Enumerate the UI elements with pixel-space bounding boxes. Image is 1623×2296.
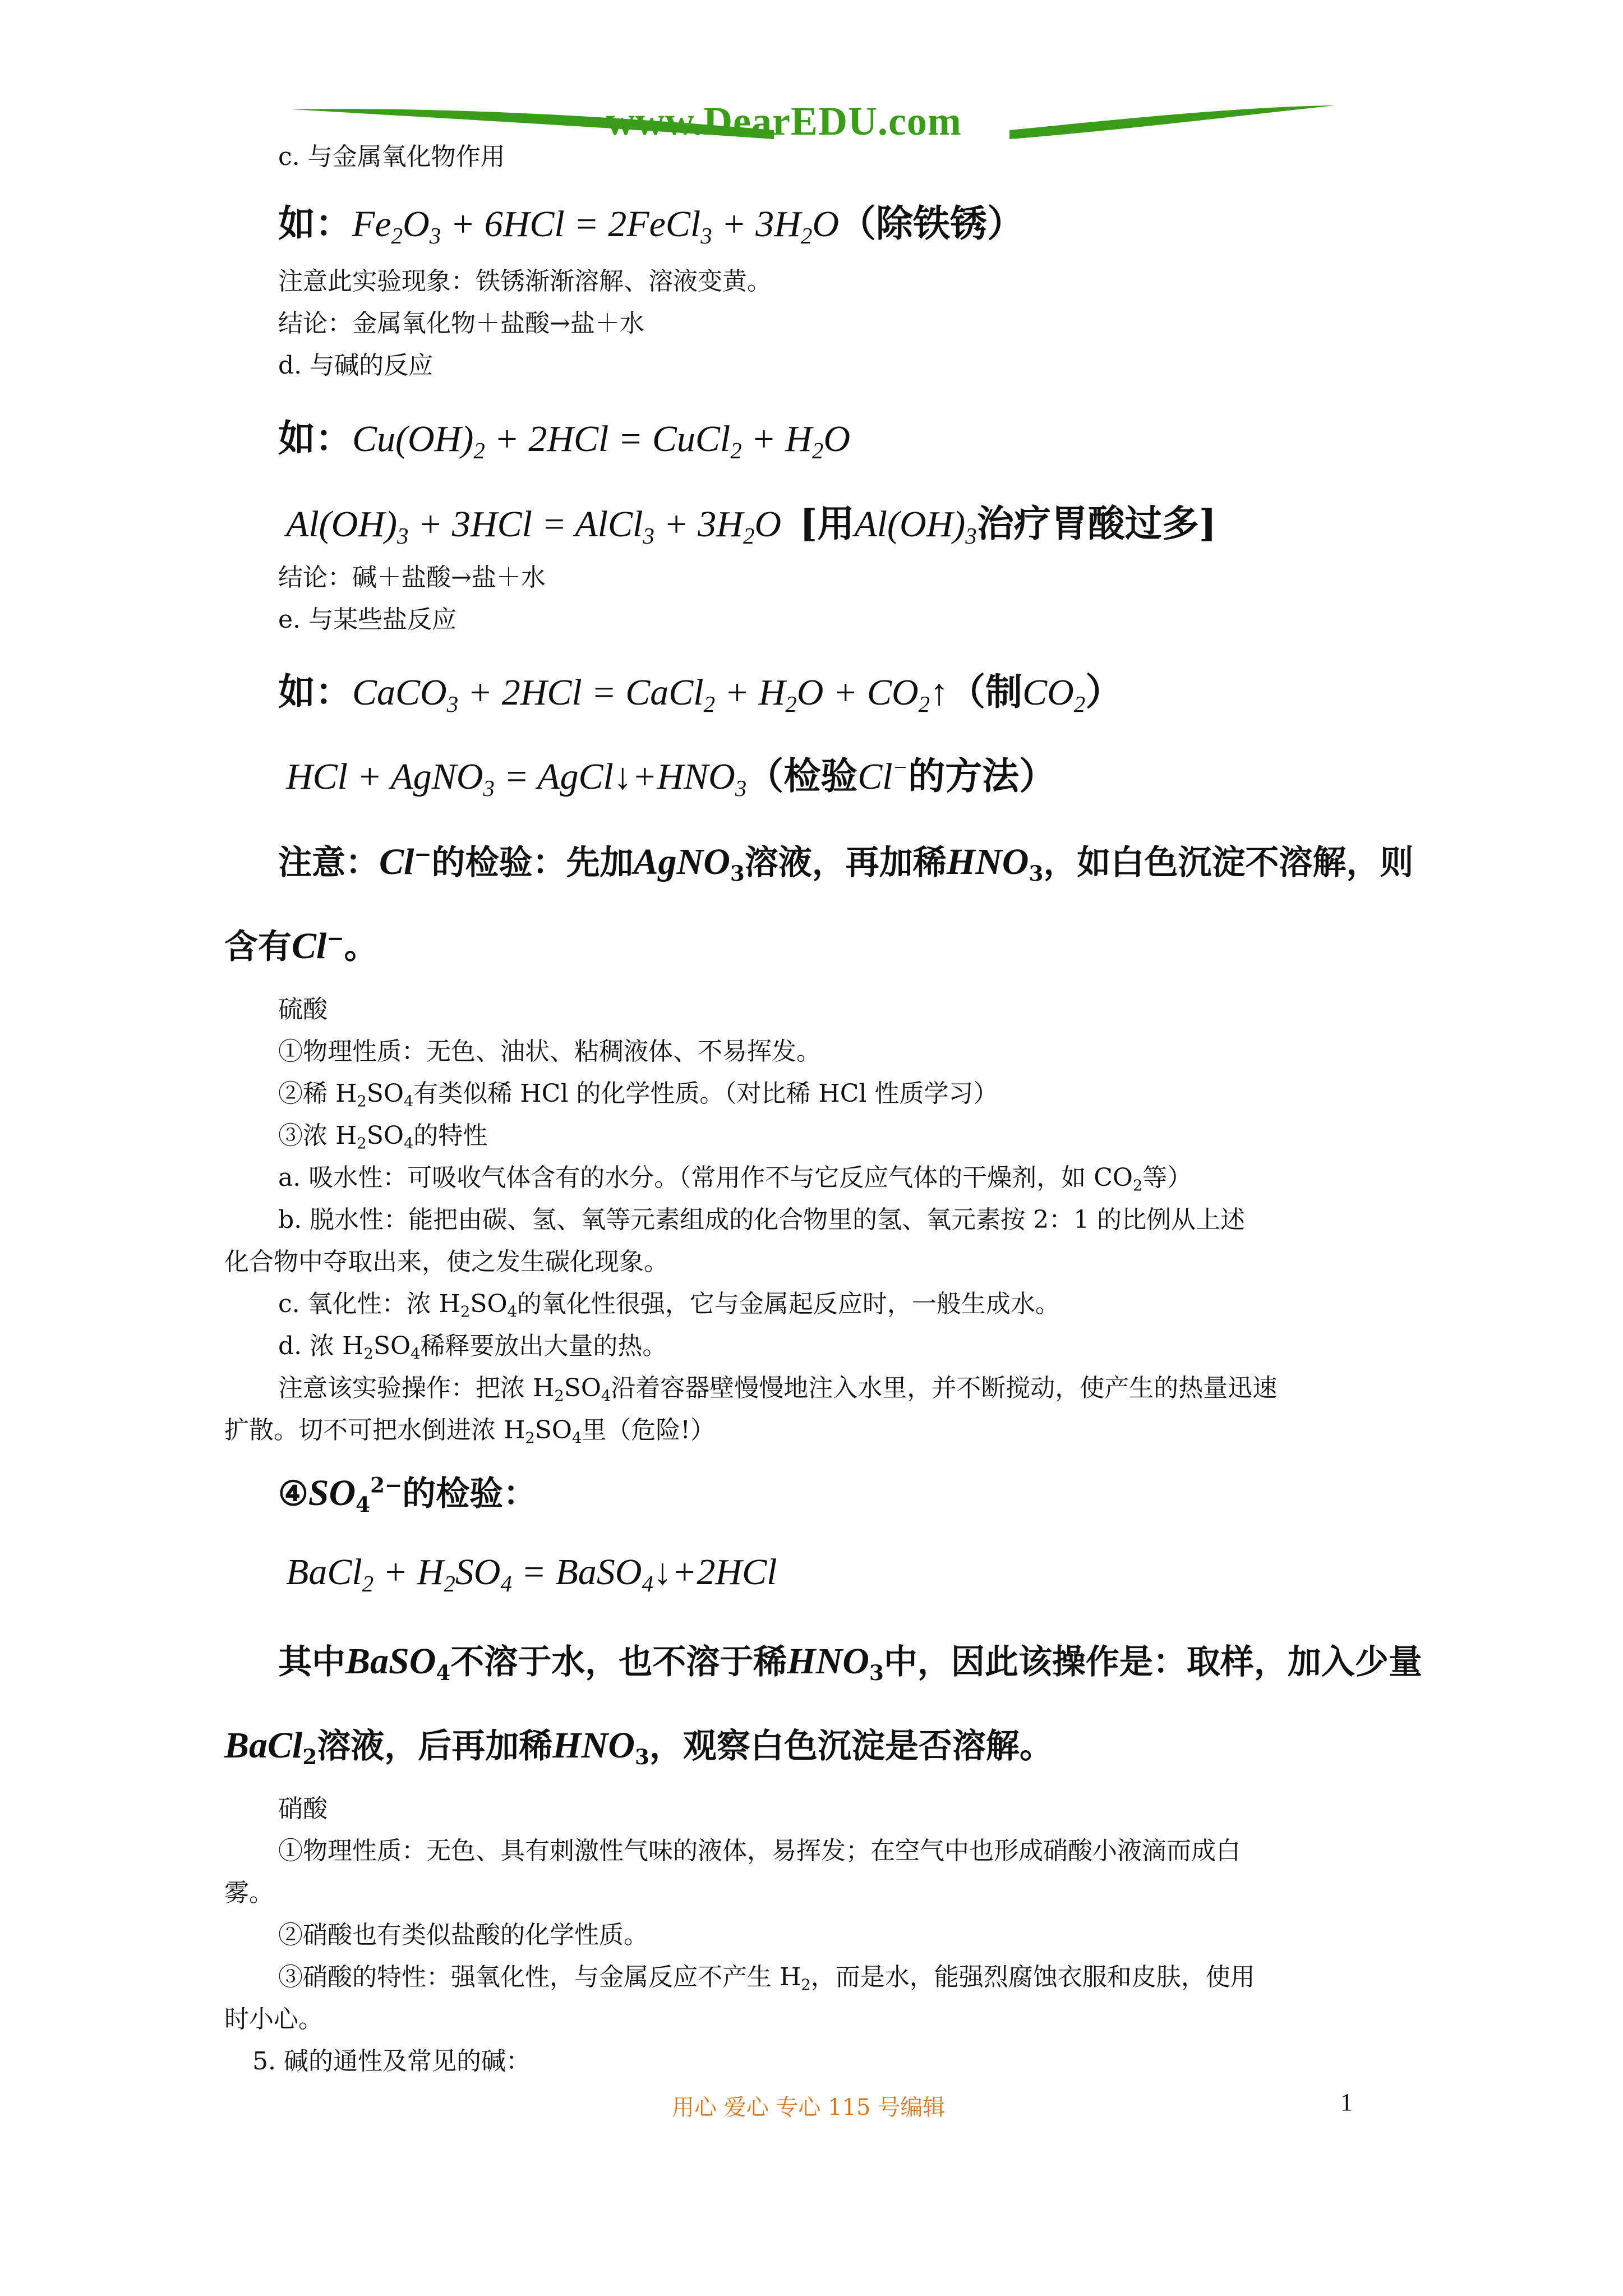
equation-bacl2: BaCl$_2$ + $H_2SO_4$ = BaSO$_4$↓+2HCl (286, 1552, 777, 1597)
text-line: 化合物中夺取出来，使之发生碳化现象。 (224, 1248, 668, 1276)
equation-fe2o3: 如：$Fe_2O_3 + 6HCl$ = 2FeCl$_3$ + $3H_2O$（除铁锈） (278, 201, 1025, 249)
heading-sulfate-test: $④SO_4^{2-}$的检验： (278, 1473, 537, 1517)
site-logo: www.DearEDU.com (606, 99, 962, 144)
section-c-title: c. 与金属氧化物作用 (278, 142, 505, 171)
footer-text: 用心 爱心 专心 115 号编辑 (672, 2095, 946, 2120)
page-number: 1 (1340, 2088, 1353, 2116)
note-chloride-test: 注意：Cl−的检验：先加AgNO$_3$溶液，再加稀$HNO_3$，如白色沉淀不溶解，则 (278, 841, 1414, 886)
text-line: 雾。 (224, 1879, 274, 1907)
text-line: a. 吸水性：可吸收气体含有的水分。（常用作不与它反应气体的干燥剂，如 $CO_2$等） (278, 1163, 1192, 1195)
equation-agno3: HCl + AgNO$_3$ = $AgCl↓+HNO_3$（检验Cl−的方法） (286, 754, 1057, 802)
text-line: ①物理性质：无色、油状、粘稠液体、不易挥发。 (278, 1037, 821, 1066)
text-line: 时小心。 (224, 2005, 323, 2033)
text-line: 扩散。切不可把水倒进浓 $H_2SO_4$里（危险!） (224, 1416, 715, 1447)
note-chloride-test-cont: 含有Cl−。 (224, 926, 378, 967)
section-heading-sulfuric-acid: 硫酸 (278, 995, 328, 1024)
equation-cuoh2: 如：$Cu(OH)_2 + 2HCl$ = CuCl$_2$ + $H_2O$ (278, 416, 851, 464)
section-heading-nitric-acid: 硝酸 (278, 1795, 328, 1823)
text-line: 注意该实验操作：把浓 $H_2SO_4$沿着容器壁慢慢地注入水里，并不断搅动，使产生的热量迅速 (278, 1374, 1278, 1405)
text-line: ①物理性质：无色、具有刺激性气味的液体，易挥发；在空气中也形成硝酸小液滴而成白 (278, 1837, 1241, 1865)
text-line: 结论：碱＋盐酸→盐＋水 (278, 563, 546, 592)
section-5-title: 5. 碱的通性及常见的碱： (252, 2047, 531, 2076)
equation-aloh3: $Al(OH)_3 + 3HCl$ = AlCl$_3$ + $3H_2O$ [用$Al(OH)_3$治疗胃酸过多] (286, 501, 1216, 549)
text-line: b. 脱水性：能把由碳、氢、氧等元素组成的化合物里的氢、氧元素按 2：1 的比例从上述 (278, 1205, 1246, 1234)
section-e-title: e. 与某些盐反应 (278, 605, 457, 634)
text-line: ③硝酸的特性：强氧化性，与金属反应不产生 $H_2$，而是水，能强烈腐蚀衣服和皮肤，使用 (278, 1963, 1255, 1994)
section-d-title: d. 与碱的反应 (278, 351, 434, 380)
text-line: ②硝酸也有类似盐酸的化学性质。 (278, 1921, 648, 1949)
text-line: c. 氧化性：浓 $H_2SO_4$的氧化性很强，它与金属起反应时，一般生成水。 (278, 1290, 1060, 1321)
equation-caco3: 如：CaCO$_3$ + 2HCl = CaCl$_2$ + $H_2O$ + $CO_2↑$（制$CO_2$） (278, 670, 1123, 717)
text-line: ③浓 $H_2SO_4$的特性 (278, 1121, 488, 1153)
text-line: d. 浓 $H_2SO_4$稀释要放出大量的热。 (278, 1332, 667, 1363)
note-sulfate-test: 其中BaSO$_4$不溶于水，也不溶于稀$HNO_3$中，因此该操作是：取样，加入少量 (278, 1641, 1422, 1685)
text-line: 注意此实验现象：铁锈渐渐溶解、溶液变黄。 (278, 267, 772, 296)
text-line: ②稀 $H_2SO_4$有类似稀 HCl 的化学性质。（对比稀 HCl 性质学习） (278, 1079, 998, 1111)
text-line: 结论：金属氧化物＋盐酸→盐＋水 (278, 309, 644, 338)
note-sulfate-test-cont: BaCl$_2$溶液，后再加稀$HNO_3$，观察白色沉淀是否溶解。 (224, 1725, 1053, 1769)
